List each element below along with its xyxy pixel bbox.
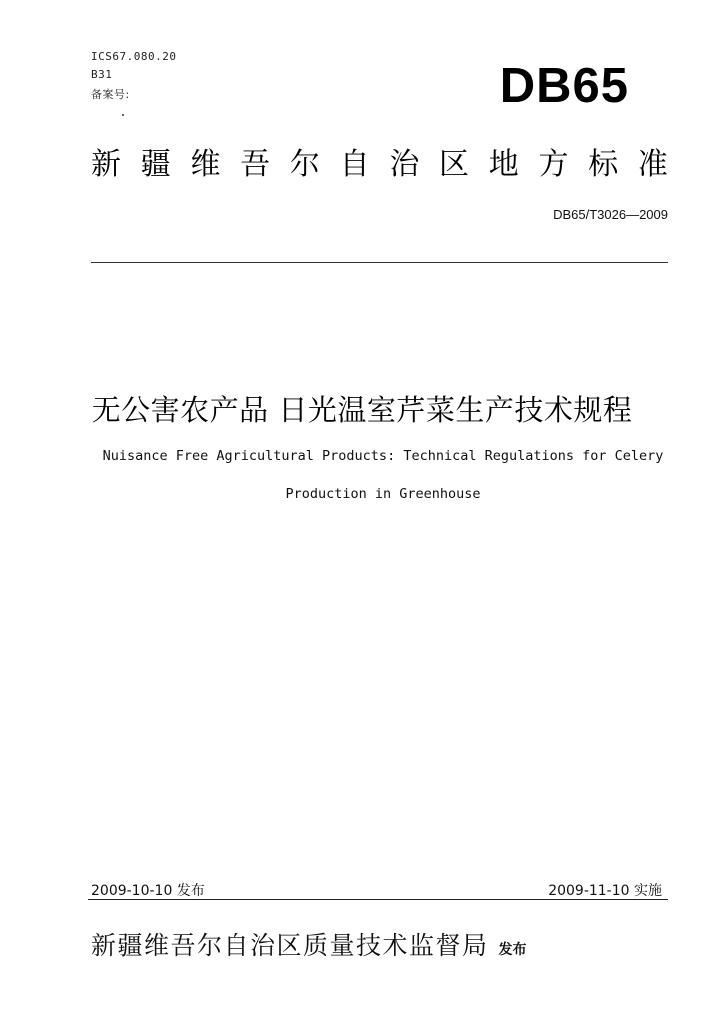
title-char: 治 [389,147,420,182]
implementation-date: 2009-11-10 实施 [548,883,662,899]
classification-code: B31 [91,68,113,81]
publish-label: 发布 [498,942,527,958]
title-char: 吾 [240,147,271,182]
title-char: 尔 [289,147,320,182]
issuer-line [91,926,527,962]
issuing-authority: 新疆维吾尔自治区质量技术监督局 [91,931,489,960]
title-char: 区 [439,147,470,182]
ics-code: ICS67.080.20 [91,50,177,63]
title-char: 标 [588,147,619,182]
title-char: 方 [538,147,569,182]
standard-number: DB65/T3026—2009 [553,207,668,222]
english-title-line-2: Production in Greenhouse [285,486,481,502]
title-char: 新 [91,147,121,182]
issue-date: 2009-10-10 发布 [91,883,205,899]
scan-speck [122,114,124,116]
english-title-line-1: Nuisance Free Agricultural Products: Technical Regulations for Celery [102,448,664,464]
title-char: 维 [190,147,221,182]
record-number-label: 备案号: [91,88,130,101]
standard-code: DB65 [499,59,629,113]
header-divider [91,262,668,263]
footer-divider [88,899,668,900]
title-char: 准 [637,147,668,182]
title-char: 地 [488,147,519,182]
title-char: 自 [339,147,370,182]
title-char: 疆 [140,147,171,182]
main-title: 无公害农产品 日光温室芹菜生产技术规程 [91,393,633,427]
document-category-title [91,145,668,185]
